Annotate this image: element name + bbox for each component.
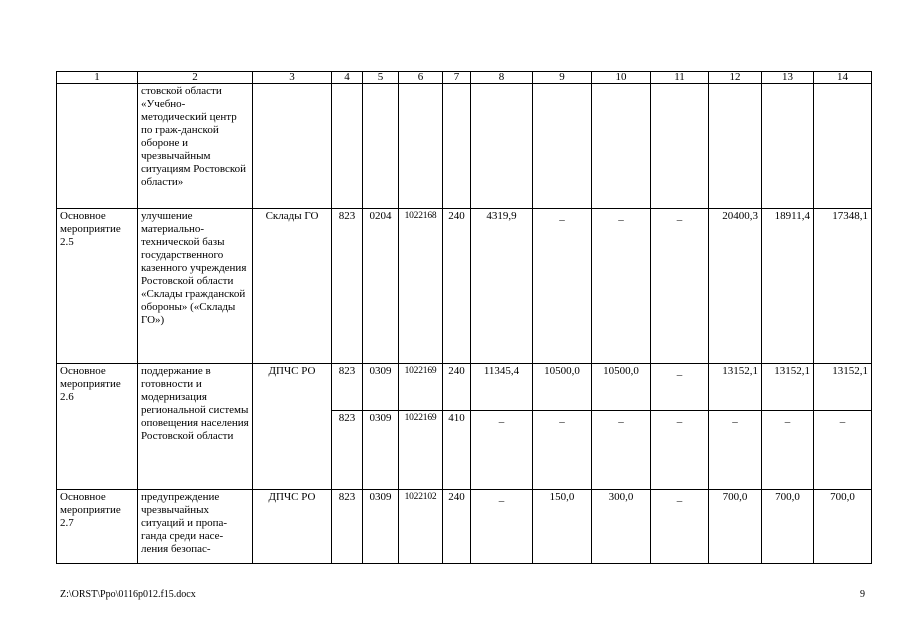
- cell: [253, 84, 332, 209]
- cell-description: улучшение материально-технической базы государственного казенного учреждения Ростовской области «Склады гражданской обороны» («Склады ГО»): [138, 209, 253, 364]
- cell-value: _: [651, 209, 709, 364]
- budget-table: [56, 71, 872, 564]
- cell: [363, 84, 399, 209]
- cell-activity: Основное мероприятие 2.6: [57, 364, 138, 490]
- cell: [592, 84, 651, 209]
- cell-rzpr: 0204: [363, 209, 399, 364]
- cell-executor: Склады ГО: [253, 209, 332, 364]
- cell-value: _: [651, 490, 709, 564]
- cell-rzpr: 0309: [363, 490, 399, 564]
- header-col-10: 10: [592, 72, 651, 84]
- cell-value: 700,0: [762, 490, 814, 564]
- cell-vr: 240: [443, 490, 471, 564]
- cell-executor: ДПЧС РО: [253, 490, 332, 564]
- header-col-11: 11: [651, 72, 709, 84]
- cell-grbs: 823: [332, 490, 363, 564]
- header-col-1: 1: [57, 72, 138, 84]
- footer-page-number: 9: [860, 589, 865, 600]
- cell-value: 300,0: [592, 490, 651, 564]
- header-col-6: 6: [399, 72, 443, 84]
- cell-rzpr: 0309: [363, 411, 399, 490]
- cell-value: 4319,9: [471, 209, 533, 364]
- cell-value: 150,0: [533, 490, 592, 564]
- cell-grbs: 823: [332, 209, 363, 364]
- header-col-3: 3: [253, 72, 332, 84]
- cell-value: _: [592, 209, 651, 364]
- header-col-7: 7: [443, 72, 471, 84]
- cell-value: _: [762, 411, 814, 490]
- cell-csr: 1022169: [399, 364, 443, 411]
- cell-csr: 1022102: [399, 490, 443, 564]
- footer-file-path: Z:\ORST\Ppo\0116p012.f15.docx: [60, 589, 196, 600]
- cell-activity: Основное мероприятие 2.7: [57, 490, 138, 564]
- cell: [651, 84, 709, 209]
- cell: [762, 84, 814, 209]
- cell: [443, 84, 471, 209]
- cell: [332, 84, 363, 209]
- cell-description: предупреждение чрезвычайных ситуаций и пропа-ганда среди насе-ления безопас-: [138, 490, 253, 564]
- cell: [709, 84, 762, 209]
- cell-vr: 410: [443, 411, 471, 490]
- cell-activity: Основное мероприятие 2.5: [57, 209, 138, 364]
- cell-description: стовской области «Учебно-методический центр по граж-данской обороне и чрезвычайным ситуациям Ростовской области»: [138, 84, 253, 209]
- cell-vr: 240: [443, 364, 471, 411]
- cell-value: _: [471, 411, 533, 490]
- cell: [399, 84, 443, 209]
- cell-value: 700,0: [709, 490, 762, 564]
- cell-value: 700,0: [814, 490, 872, 564]
- cell-value: _: [709, 411, 762, 490]
- cell-value: 20400,3: [709, 209, 762, 364]
- cell-value: _: [814, 411, 872, 490]
- cell-value: _: [592, 411, 651, 490]
- header-row: [57, 72, 872, 84]
- header-col-2: 2: [138, 72, 253, 84]
- cell-grbs: 823: [332, 411, 363, 490]
- header-col-5: 5: [363, 72, 399, 84]
- cell-csr: 1022168: [399, 209, 443, 364]
- cell-value: _: [533, 209, 592, 364]
- cell-value: 17348,1: [814, 209, 872, 364]
- cell-value: 13152,1: [814, 364, 872, 411]
- cell-value: 10500,0: [533, 364, 592, 411]
- cell-value: _: [651, 364, 709, 411]
- cell: [533, 84, 592, 209]
- header-col-4: 4: [332, 72, 363, 84]
- table-row-2-7: [57, 490, 872, 564]
- cell-value: _: [651, 411, 709, 490]
- cell-value: _: [471, 490, 533, 564]
- cell-value: 10500,0: [592, 364, 651, 411]
- table-row-continuation: [57, 84, 872, 209]
- cell-grbs: 823: [332, 364, 363, 411]
- cell-value: 13152,1: [762, 364, 814, 411]
- cell: [471, 84, 533, 209]
- header-col-14: 14: [814, 72, 872, 84]
- cell-value: 18911,4: [762, 209, 814, 364]
- cell-vr: 240: [443, 209, 471, 364]
- cell-rzpr: 0309: [363, 364, 399, 411]
- header-col-12: 12: [709, 72, 762, 84]
- cell: [57, 84, 138, 209]
- cell-value: 13152,1: [709, 364, 762, 411]
- cell-value: 11345,4: [471, 364, 533, 411]
- table-row-2-6a: [57, 364, 872, 411]
- header-col-8: 8: [471, 72, 533, 84]
- cell-value: _: [533, 411, 592, 490]
- cell-csr: 1022169: [399, 411, 443, 490]
- cell-description: поддержание в готовности и модернизация региональной системы оповещения населения Ростовской области: [138, 364, 253, 490]
- cell: [814, 84, 872, 209]
- cell-executor: ДПЧС РО: [253, 364, 332, 490]
- table-row-2-5: [57, 209, 872, 364]
- header-col-13: 13: [762, 72, 814, 84]
- header-col-9: 9: [533, 72, 592, 84]
